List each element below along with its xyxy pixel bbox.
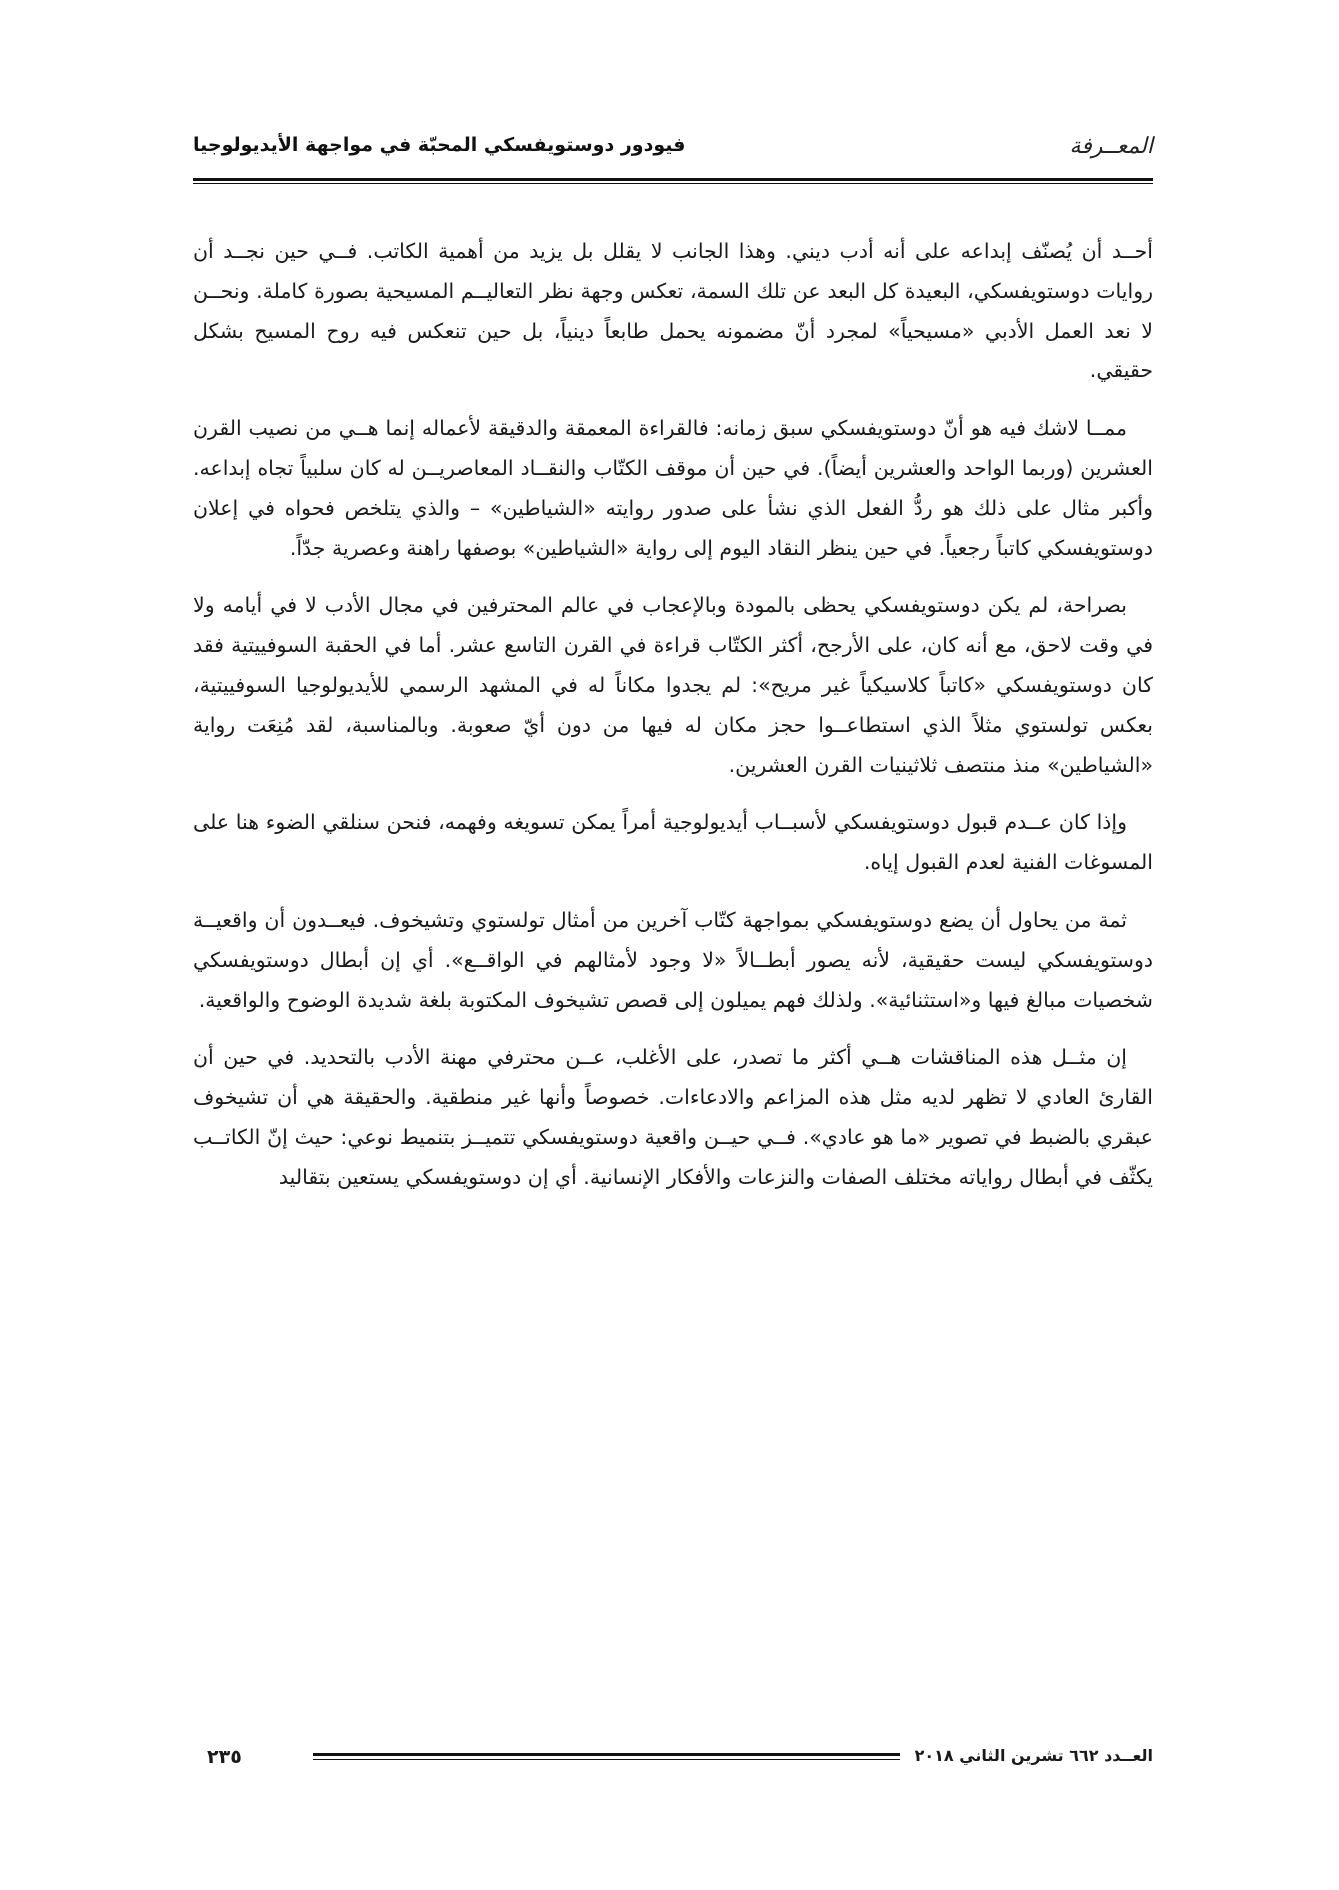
article-body	[193, 232, 1153, 1216]
page-header	[193, 130, 1153, 180]
issue-info: العــدد ٦٦٢ تشرين الثاني ٢٠١٨	[914, 1746, 1153, 1765]
footer-divider-thin	[313, 1759, 900, 1760]
paragraph: إن مثــل هذه المناقشات هــي أكثر ما تصدر، على الأغلب، عــن محترفي مهنة الأدب بالتحديد. في حين أن القارئ العادي لا تظهر لديه مثل هذه المزاعم والادعاءات. خصوصاً وأنها غير منطقية. والحقيقة هي أن تشيخوف عبقري بالضبط في تصوير «ما هو عادي». فــي حيــن واقعية دوستويفسكي تتميــز بتنميط نوعي: حيث إنّ الكاتــب يكثّف في أبطال رواياته مختلف الصفات والنزعات والأفكار الإنسانية. أي إن دوستويفسكي يستعين بتقاليد	[193, 1045, 1153, 1189]
footer-divider	[313, 1753, 900, 1756]
paragraph: ثمة من يحاول أن يضع دوستويفسكي بمواجهة كتّاب آخرين من أمثال تولستوي وتشيخوف. فيعــدون أن واقعيــة دوستويفسكي ليست حقيقية، لأنه يصور أبطــالاً «لا وجود لأمثالهم في الواقــع». أي إن أبطال دوستويفسكي شخصيات مبالغ فيها و«استثنائية». ولذلك فهم يميلون إلى قصص تشيخوف المكتوبة بلغة شديدة الوضوح والواقعية.	[193, 907, 1153, 1012]
page-footer	[193, 1746, 1153, 1776]
page-number: ٢٣٥	[207, 1746, 242, 1768]
paragraph: بصراحة، لم يكن دوستويفسكي يحظى بالمودة وبالإعجاب في عالم المحترفين في مجال الأدب لا في أيامه ولا في وقت لاحق، مع أنه كان، على الأرجح، أكثر الكتّاب قراءة في القرن التاسع عشر. أما في الحقبة السوفييتية فقد كان دوستويفسكي «كاتباً كلاسيكياً غير مريح»: لم يجدوا مكاناً له في المشهد الرسمي للأيديولوجيا السوفييتية، بعكس تولستوي مثلاً الذي استطاعــوا حجز مكان له فيها من دون أيّ صعوبة. وبالمناسبة، لقد مُنِعَت رواية «الشياطين» منذ منتصف ثلاثينيات القرن العشرين.	[193, 593, 1153, 777]
paragraph: وإذا كان عــدم قبول دوستويفسكي لأسبــاب أيديولوجية أمراً يمكن تسويغه وفهمه، فنحن سنلقي الضوء هنا على المسوغات الفنية لعدم القبول إياه.	[193, 810, 1153, 875]
header-divider-thin	[193, 183, 1153, 184]
magazine-logo: المعــرفة	[1069, 134, 1153, 159]
paragraph: ممــا لاشك فيه هو أنّ دوستويفسكي سبق زمانه: فالقراءة المعمقة والدقيقة لأعماله إنما هــي من نصيب القرن العشرين (وربما الواحد والعشرين أيضاً). في حين أن موقف الكتّاب والنقــاد المعاصريــن له كان سلبياً تجاه إبداعه. وأكبر مثال على ذلك هو ردُّ الفعل الذي نشأ على صدور روايته «الشياطين» – والذي يتلخص فحواه في إعلان دوستويفسكي كاتباً رجعياً. في حين ينظر النقاد اليوم إلى رواية «الشياطين» بوصفها راهنة وعصرية جدّاً.	[193, 416, 1153, 560]
header-divider	[193, 178, 1153, 181]
paragraph: أحــد أن يُصنّف إبداعه على أنه أدب ديني. وهذا الجانب لا يقلل بل يزيد من أهمية الكاتب. فــي حين نجــد أن روايات دوستويفسكي، البعيدة كل البعد عن تلك السمة، تعكس وجهة نظر التعاليــم المسيحية بصورة كاملة. ونحــن لا نعد العمل الأدبي «مسيحياً» لمجرد أنّ مضمونه يحمل طابعاً دينياً، بل حين تنعكس فيه روح المسيح بشكل حقيقي.	[193, 239, 1153, 383]
running-title: فيودور دوستويفسكي المحبّة في مواجهة الأيديولوجيا	[193, 134, 686, 156]
